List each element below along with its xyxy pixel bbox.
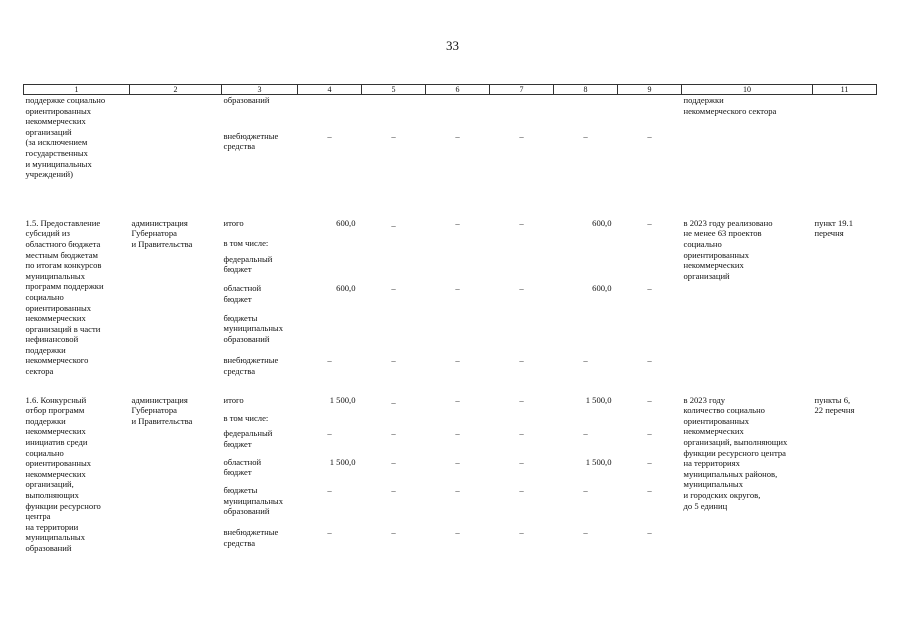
table-row — [24, 383, 877, 411]
column-header: 4 — [298, 85, 362, 95]
table-row — [24, 95, 877, 129]
column-number-row — [24, 85, 877, 95]
column-header: 5 — [362, 85, 426, 95]
value-cell: – — [647, 355, 652, 366]
value-cell: – — [519, 355, 524, 366]
measure-name-continued: поддержке социально ориентированных некоммерческих организаций (за исключением государственных и муниципальных учреждений) — [25, 95, 106, 180]
value-cell: _ — [391, 394, 396, 405]
column-header: 8 — [554, 85, 618, 95]
value-cell: – — [327, 485, 332, 496]
funding-source: бюджеты муниципальных образований — [223, 312, 283, 344]
value-cell: – — [327, 355, 332, 366]
column-header: 9 — [618, 85, 682, 95]
expected-result-continued: поддержки некоммерческого сектора — [683, 95, 777, 116]
funding-source: областной бюджет — [223, 456, 262, 478]
value-cell: – — [519, 485, 524, 496]
column-header: 1 — [24, 85, 130, 95]
value-cell: 600,0 — [592, 283, 612, 294]
reference: пункт 19.1 перечня — [814, 217, 853, 239]
value-cell: – — [647, 456, 652, 467]
value-cell: – — [391, 526, 396, 537]
executor: администрация Губернатора и Правительства — [131, 217, 193, 249]
value-cell: – — [519, 526, 524, 537]
value-cell: – — [647, 526, 652, 537]
value-cell: – — [455, 428, 460, 439]
value-cell: – — [583, 485, 588, 496]
value-cell: – — [519, 130, 524, 141]
value-cell: – — [647, 428, 652, 439]
value-cell: 600,0 — [336, 283, 356, 294]
value-cell: – — [391, 485, 396, 496]
value-cell: – — [391, 428, 396, 439]
value-cell: – — [455, 130, 460, 141]
value-cell: 1 500,0 — [585, 456, 612, 467]
reference: пункты 6, 22 перечня — [814, 394, 855, 416]
funding-source: федеральный бюджет — [223, 428, 273, 449]
funding-source: в том числе: — [223, 412, 269, 423]
funding-source: областной бюджет — [223, 283, 262, 304]
funding-source: бюджеты муниципальных образований — [223, 485, 283, 517]
table-row — [24, 200, 877, 236]
value-cell: – — [455, 283, 460, 294]
funding-source: внебюджетные средства — [223, 355, 279, 376]
value-cell: – — [519, 456, 524, 467]
funding-source: в том числе: — [223, 237, 269, 248]
funding-source: внебюджетные средства — [223, 130, 279, 152]
value-cell: – — [647, 217, 652, 228]
value-cell: – — [455, 456, 460, 467]
value-cell: – — [455, 394, 460, 405]
funding-source: итого — [223, 394, 244, 405]
executor: администрация Губернатора и Правительства — [131, 394, 193, 426]
column-header: 3 — [222, 85, 298, 95]
page-number: 33 — [446, 38, 459, 53]
value-cell: – — [647, 130, 652, 141]
value-cell: – — [327, 130, 332, 141]
funding-source: федеральный бюджет — [223, 253, 273, 275]
column-header: 6 — [426, 85, 490, 95]
value-cell: – — [391, 283, 396, 294]
value-cell: – — [583, 355, 588, 366]
expected-result: в 2023 году количество социально ориентированных некоммерческих организаций, выполняющих функции ресурсного центра на территориях муниципальных районов, муниципальных и городских округов, до 5 единиц — [683, 394, 788, 511]
measure-name: 1.5. Предоставление субсидий из областного бюджета местным бюджетам по итогам конкурсов муниципальных программ поддержки социально ориентированных некоммерческих организаций в части нефинансовой поддержки некоммерческого сектора — [25, 217, 104, 377]
column-header: 10 — [682, 85, 813, 95]
value-cell: – — [455, 485, 460, 496]
funding-source: итого — [223, 217, 244, 228]
value-cell: – — [519, 428, 524, 439]
value-cell: – — [519, 283, 524, 294]
value-cell: – — [583, 526, 588, 537]
value-cell: – — [583, 428, 588, 439]
value-cell: – — [391, 355, 396, 366]
value-cell: 600,0 — [592, 217, 612, 228]
program-table — [23, 84, 877, 554]
funding-source: образований — [223, 95, 270, 105]
value-cell: – — [391, 130, 396, 141]
value-cell: – — [647, 394, 652, 405]
value-cell: 1 500,0 — [585, 394, 612, 405]
value-cell: 1 500,0 — [329, 394, 356, 405]
funding-source: внебюджетные средства — [223, 526, 279, 548]
value-cell: – — [583, 130, 588, 141]
column-header: 11 — [813, 85, 877, 95]
value-cell: – — [455, 217, 460, 228]
value-cell: – — [327, 428, 332, 439]
value-cell: – — [647, 283, 652, 294]
value-cell: – — [391, 456, 396, 467]
expected-result: в 2023 году реализовано не менее 63 проектов социально ориентированных некоммерческих организаций — [683, 217, 773, 281]
value-cell: – — [519, 394, 524, 405]
value-cell: – — [455, 526, 460, 537]
value-cell: _ — [391, 217, 396, 228]
value-cell: – — [647, 485, 652, 496]
column-header: 2 — [130, 85, 222, 95]
value-cell: 1 500,0 — [329, 456, 356, 467]
column-header: 7 — [490, 85, 554, 95]
value-cell: – — [455, 355, 460, 366]
value-cell: – — [519, 217, 524, 228]
value-cell: – — [327, 526, 332, 537]
measure-name: 1.6. Конкурсный отбор программ поддержки некоммерческих инициатив среди социально ориентированных некоммерческих организаций, выполняющих функции ресурсного центра на территории муниципальных образований — [25, 394, 101, 553]
value-cell: 600,0 — [336, 217, 356, 228]
